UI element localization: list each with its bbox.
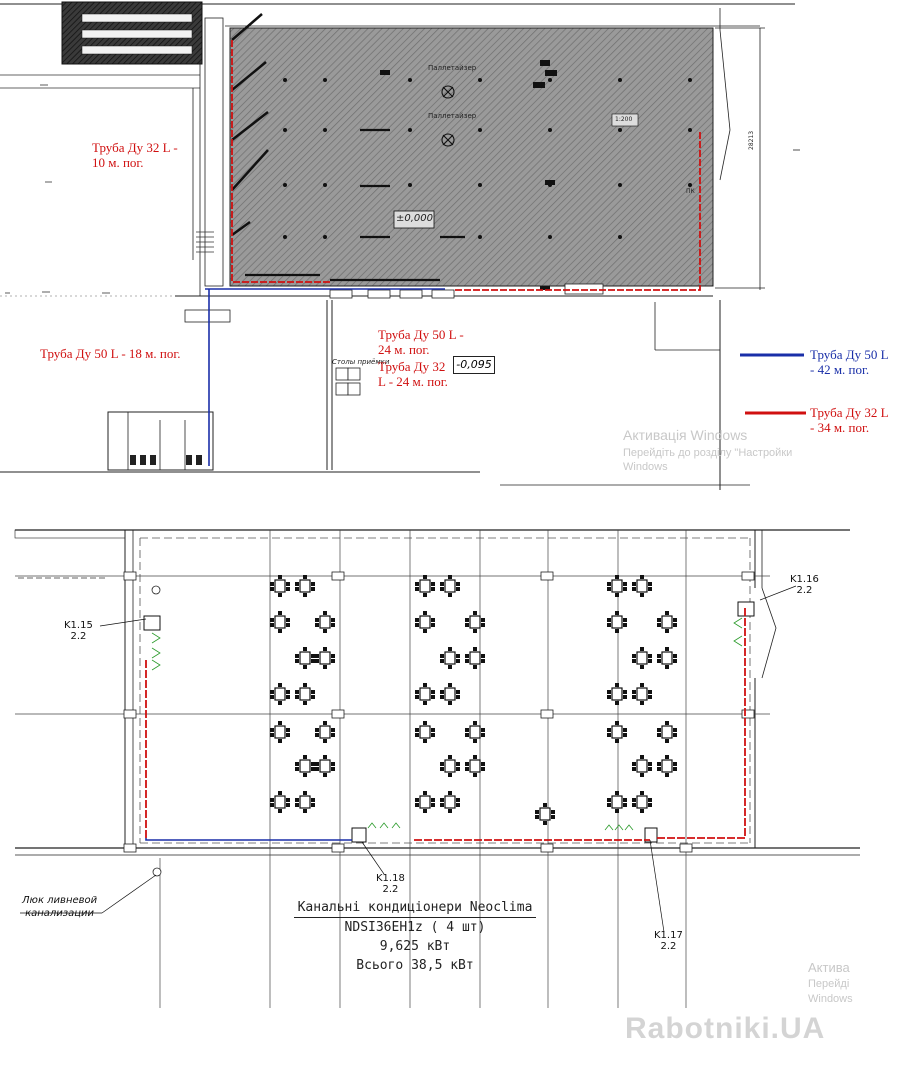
rack-tag-label: ПК	[686, 188, 695, 195]
bottom-floor-plan	[0, 528, 905, 1080]
table-with-chairs	[415, 721, 435, 743]
note-pipe-32-left-line1: Труба Ду 32 L -	[92, 140, 178, 155]
table-with-chairs	[440, 647, 460, 669]
table-with-chairs	[270, 721, 290, 743]
unit-tag-k118	[376, 873, 405, 895]
table-with-chairs	[607, 721, 627, 743]
storm-hatch-line1: Люк ливневой	[22, 895, 98, 906]
dimension-label: 28213	[748, 130, 755, 150]
legend-red-line1: Труба Ду 32 L	[810, 405, 889, 420]
table-with-chairs	[295, 683, 315, 705]
receiving-tables-label: Столы приёмки	[332, 358, 390, 366]
storm-hatch-line2: канализации	[25, 908, 95, 919]
bottom-blue-pipe	[146, 838, 352, 840]
table-with-chairs	[270, 791, 290, 813]
unit-k116-id: K1.16	[790, 574, 819, 585]
unit-k117-value: 2.2	[660, 941, 677, 952]
activation-watermark-top-2: Перейдіть до розділу "Настройки	[623, 447, 793, 459]
table-with-chairs	[465, 721, 485, 743]
note-pipe-32-left	[92, 140, 178, 170]
table-with-chairs	[295, 791, 315, 813]
table-with-chairs	[465, 611, 485, 633]
legend-blue-line2: - 42 м. пог.	[810, 362, 870, 377]
table-with-chairs	[270, 683, 290, 705]
activation-watermark-bottom-1: Актива	[808, 960, 850, 975]
image-gap	[0, 490, 905, 528]
table-with-chairs	[632, 575, 652, 597]
unit-tag-k115	[64, 620, 93, 642]
table-with-chairs	[632, 791, 652, 813]
table-with-chairs	[315, 755, 335, 777]
table-with-chairs	[632, 647, 652, 669]
table-with-chairs	[607, 683, 627, 705]
table-with-chairs	[440, 755, 460, 777]
table-with-chairs	[295, 755, 315, 777]
activation-watermark-bottom-3: Windows	[808, 993, 853, 1005]
ac-spec-title-block	[290, 898, 540, 975]
unit-k117-id: K1.17	[654, 930, 683, 941]
unit-k118-value: 2.2	[382, 884, 399, 895]
table-with-chairs	[415, 683, 435, 705]
table-with-chairs	[607, 611, 627, 633]
pallet-jack-label-1: Паллетайзер	[428, 64, 477, 72]
top-plan-drawing	[0, 0, 905, 490]
activation-watermark-top-3: Windows	[623, 461, 668, 473]
table-with-chairs	[270, 611, 290, 633]
activation-watermark-bottom-2: Перейді	[808, 978, 850, 990]
table-with-chairs	[315, 721, 335, 743]
table-with-chairs	[465, 755, 485, 777]
top-floor-plan	[0, 0, 905, 490]
unit-tag-k117	[654, 930, 683, 952]
table-with-chairs	[607, 575, 627, 597]
table-with-chairs	[657, 721, 677, 743]
note-pipe-50-center-line1: Труба Ду 50 L -	[378, 327, 464, 342]
table-with-chairs	[415, 791, 435, 813]
unit-k118-id: K1.18	[376, 873, 405, 884]
note-pipe-32-center	[378, 359, 448, 389]
ac-spec-line4: Всього 38,5 кВт	[356, 958, 474, 973]
legend-blue-line1: Труба Ду 50 L	[810, 347, 889, 362]
table-with-chairs	[315, 611, 335, 633]
legend-blue-text	[810, 347, 889, 377]
unit-k115-id: K1.15	[64, 620, 93, 631]
table-with-chairs	[632, 683, 652, 705]
table-with-chairs	[657, 755, 677, 777]
level-main-label: ±0,000	[396, 213, 434, 224]
ac-spec-line3: 9,625 кВт	[379, 939, 451, 954]
storm-hatch-label	[22, 894, 97, 920]
legend-red-line2: - 34 м. пог.	[810, 420, 870, 435]
pallet-jack-label-2: Паллетайзер	[428, 112, 477, 120]
scale-label: 1:200	[615, 116, 633, 123]
unit-k116-value: 2.2	[796, 585, 813, 596]
table-with-chairs	[295, 647, 315, 669]
note-pipe-32-center-line2: L - 24 м. пог.	[378, 374, 448, 389]
note-pipe-32-left-line2: 10 м. пог.	[92, 155, 144, 170]
table-with-chairs	[657, 611, 677, 633]
table-with-chairs	[440, 575, 460, 597]
table-with-chairs	[295, 575, 315, 597]
note-pipe-50-center	[378, 327, 464, 357]
unit-tag-k116	[790, 574, 819, 596]
table-with-chairs	[632, 755, 652, 777]
ac-spec-line1: Канальні кондиціонери Neoclima	[294, 898, 537, 918]
table-with-chairs	[607, 791, 627, 813]
table-with-chairs	[440, 683, 460, 705]
table-with-chairs	[465, 647, 485, 669]
level-side-label: -0,095	[453, 356, 495, 374]
note-pipe-50-center-line2: 24 м. пог.	[378, 342, 430, 357]
site-watermark: Rabotniki.UA	[625, 1012, 826, 1045]
table-with-chairs	[415, 611, 435, 633]
note-pipe-32-center-line1: Труба Ду 32	[378, 359, 446, 374]
table-with-chairs	[535, 803, 555, 825]
note-pipe-50-left: Труба Ду 50 L - 18 м. пог.	[40, 346, 181, 361]
table-with-chairs	[440, 791, 460, 813]
table-with-chairs	[270, 575, 290, 597]
legend-red-text	[810, 405, 889, 435]
activation-watermark-top-1: Активація Windows	[623, 427, 748, 443]
ac-spec-line2: NDSI36EH1z ( 4 шт)	[344, 920, 486, 935]
bottom-plan-drawing	[0, 528, 905, 1080]
table-groups	[270, 575, 677, 825]
unit-k115-value: 2.2	[70, 631, 87, 642]
table-with-chairs	[415, 575, 435, 597]
table-with-chairs	[315, 647, 335, 669]
table-with-chairs	[657, 647, 677, 669]
